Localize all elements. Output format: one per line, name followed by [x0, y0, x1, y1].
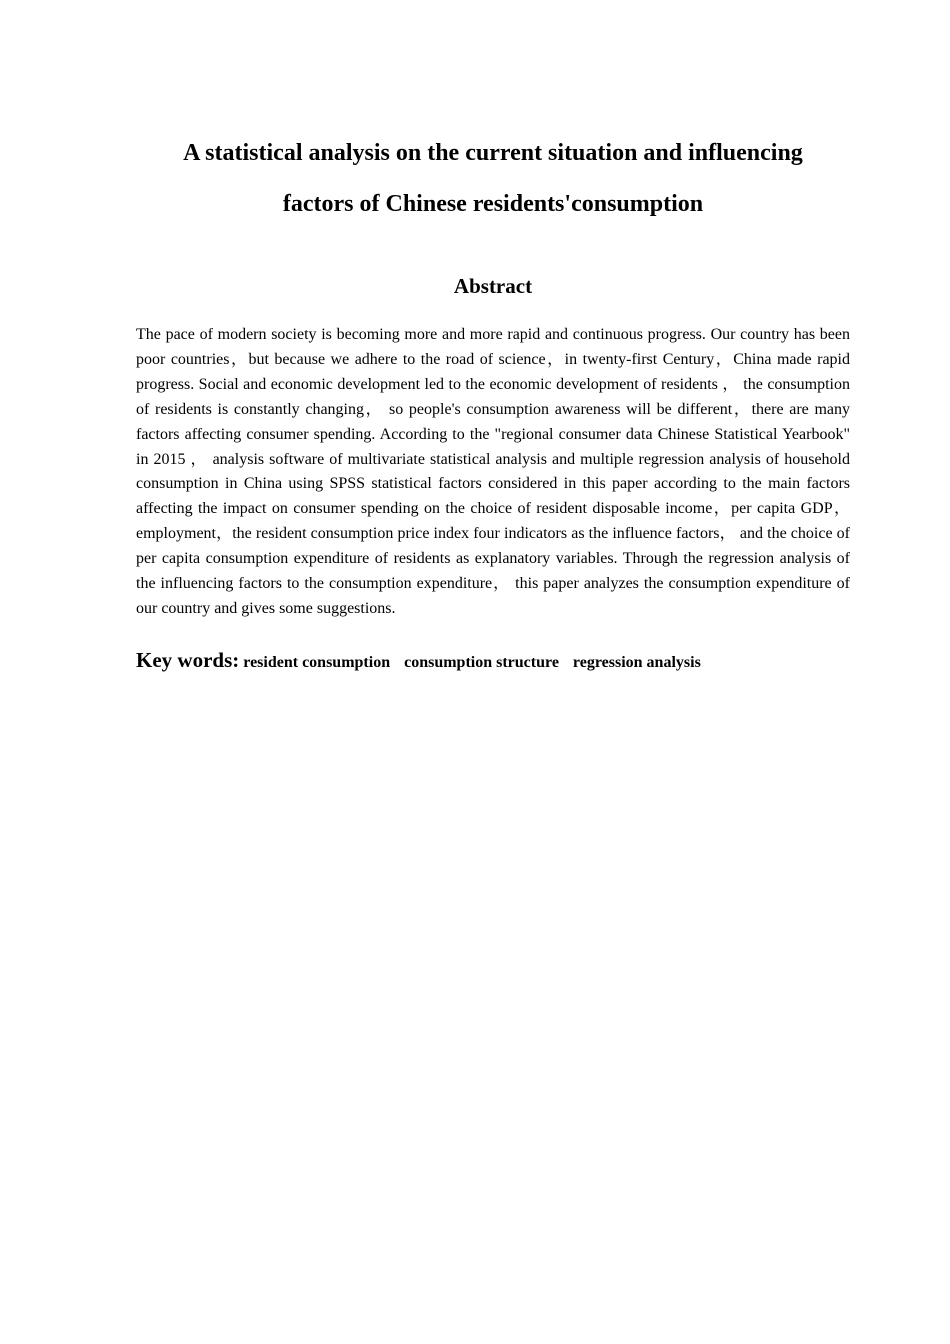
document-title — [136, 128, 850, 230]
keywords-label: Key words: — [136, 648, 240, 672]
title-line-2: factors of Chinese residents'consumption — [282, 191, 704, 217]
abstract-heading: Abstract — [453, 274, 533, 298]
keyword-1: resident consumption — [243, 654, 391, 671]
keyword-3: regression analysis — [572, 654, 701, 671]
title-line-1: A statistical analysis on the current situation and influencing — [183, 140, 803, 166]
abstract-body: The pace of modern society is becoming more and more rapid and continuous progress. Our country has been poor countries，but because we adhere to the road of science，in twenty-first Century，China made rapid progress. Social and economic development led to the economic development of residents ， the consumption of residents is constantly changing， so people's consumption awareness will be different，there are many factors affecting consumer spending. According to the "regional consumer data Chinese Statistical Yearbook" in 2015 ， analysis software of multivariate statistical analysis and multiple regression analysis of household consumption in China using SPSS statistical factors considered in this paper according to the main factors affecting the impact on consumer spending on the choice of resident disposable income，per capita GDP，employment，the resident consumption price index four indicators as the influence factors， and the choice of per capita consumption expenditure of residents as explanatory variables. Through the regression analysis of the influencing factors to the consumption expenditure， this paper analyzes the consumption expenditure of our country and gives some suggestions. — [136, 326, 851, 617]
keyword-2: consumption structure — [404, 654, 559, 671]
keywords-line — [136, 645, 850, 678]
